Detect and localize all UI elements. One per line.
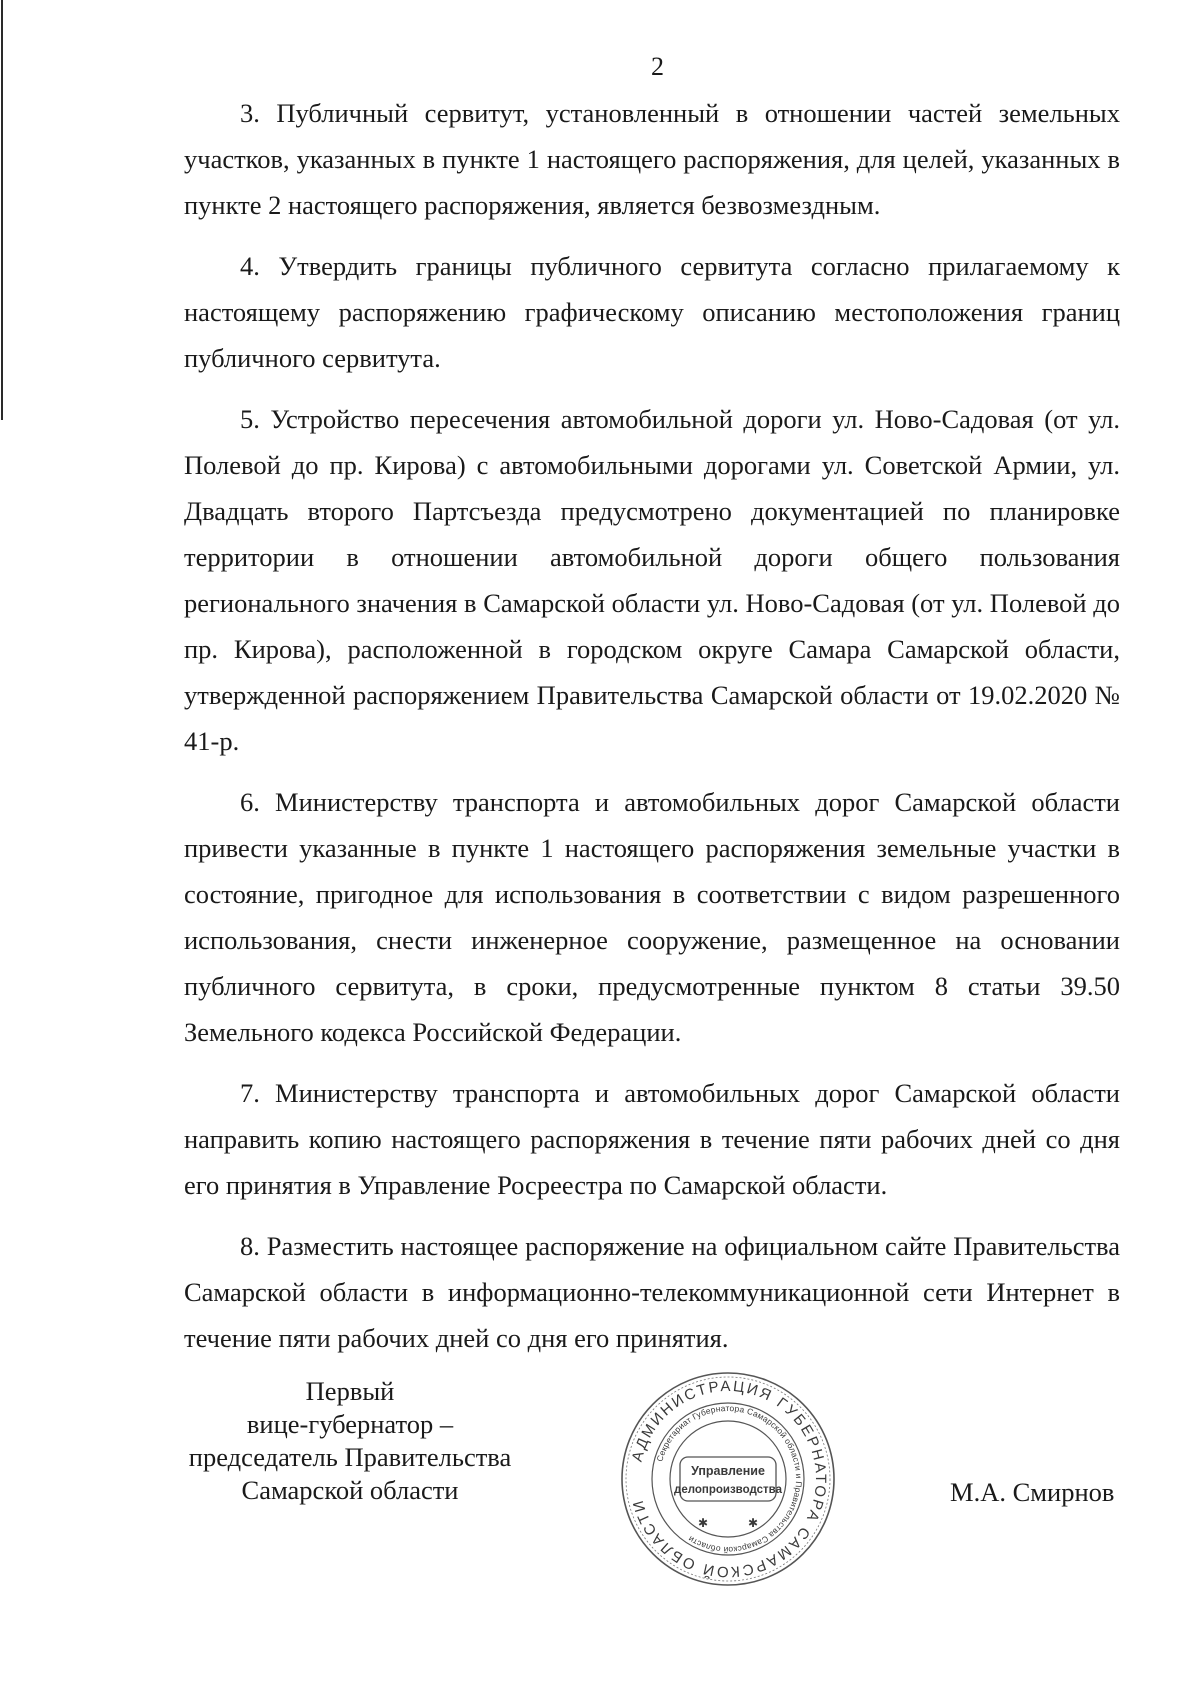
stamp-inner-text: Секретариат Губернатора Самарской области и Правительства Самарской области	[654, 1402, 805, 1556]
signatory-title	[180, 1375, 520, 1507]
official-seal-stamp	[618, 1369, 838, 1589]
paragraph-4: 4. Утвердить границы публичного сервитута согласно прилагаемому к настоящему распоряжению графическому описанию местоположения границ публичного сервитута.	[184, 251, 1120, 373]
stamp-star-icon: ✱	[748, 1516, 759, 1530]
signatory-name: М.А. Смирнов	[950, 1477, 1115, 1507]
paragraph-3: 3. Публичный сервитут, установленный в отношении частей земельных участков, указанных в пункте 1 настоящего распоряжения, для целей, указанных в пункте 2 настоящего распоряжения, является безвозмездным.	[184, 98, 1120, 220]
page-number: 2	[651, 52, 664, 81]
paragraph-7: 7. Министерству транспорта и автомобильных дорог Самарской области направить копию настоящего распоряжения в течение пяти рабочих дней со дня его принятия в Управление Росреестра по Самарской области.	[184, 1078, 1120, 1200]
stamp-center-line1: Управление	[691, 1464, 765, 1478]
stamp-graphic	[618, 1369, 838, 1589]
stamp-star-icon: ✱	[698, 1516, 709, 1530]
signatory-title-line: председатель Правительства	[188, 1442, 512, 1472]
paragraph-6: 6. Министерству транспорта и автомобильных дорог Самарской области привести указанные в пункте 1 настоящего распоряжения земельные участки в состояние, пригодное для использования в соответствии с видом разрешенного использования, снести инженерное сооружение, размещенное на основании публичного сервитута, в сроки, предусмотренные пунктом 8 статьи 39.50 Земельного кодекса Российской Федерации.	[184, 787, 1120, 1047]
signatory-title-line: вице-губернатор –	[246, 1409, 454, 1439]
signatory-title-line: Самарской области	[241, 1475, 459, 1505]
stamp-center-line2: делопроизводства	[674, 1484, 782, 1496]
signatory-title-line: Первый	[305, 1376, 395, 1406]
paragraph-5: 5. Устройство пересечения автомобильной дороги ул. Ново-Садовая (от ул. Полевой до пр. Кирова) с автомобильными дорогами ул. Советской Армии, ул. Двадцать второго Партсъезда предусмотрено документацией по планировке территории в отношении автомобильной дороги общего пользования регионального значения в Самарской области ул. Ново-Садовая (от ул. Полевой до пр. Кирова), расположенной в городском округе Самара Самарской области, утвержденной распоряжением Правительства Самарской области от 19.02.2020 № 41-р.	[184, 404, 1120, 756]
document-body	[184, 90, 1120, 1376]
stamp-outer-text: АДМИНИСТРАЦИЯ ГУБЕРНАТОРА САМАРСКОЙ ОБЛАСТИ	[628, 1377, 830, 1581]
paragraph-8: 8. Разместить настоящее распоряжение на официальном сайте Правительства Самарской области в информационно-телекоммуникационной сети Интернет в течение пяти рабочих дней со дня его принятия.	[184, 1231, 1120, 1353]
